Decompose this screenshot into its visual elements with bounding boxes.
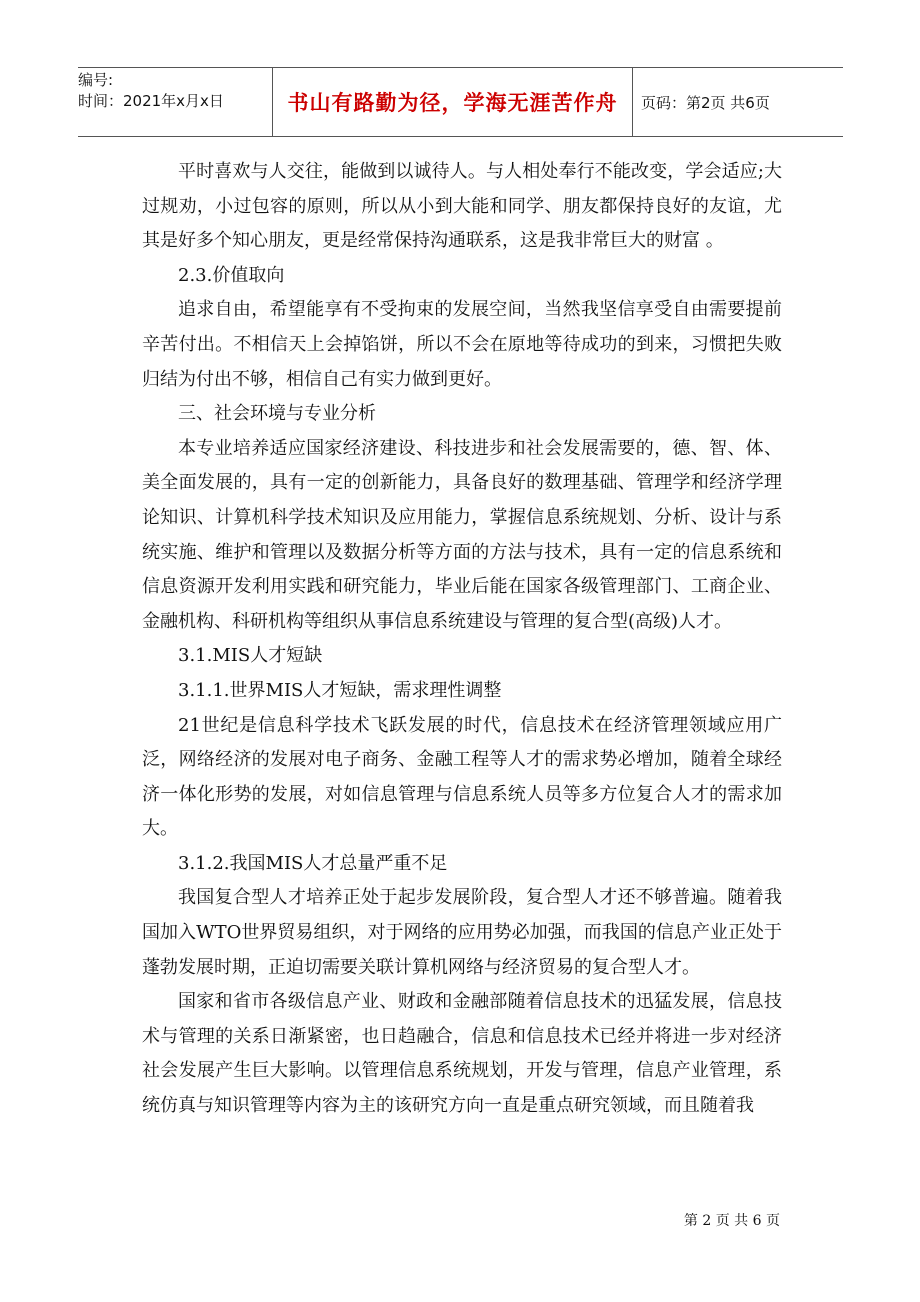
section-heading: 三、社会环境与专业分析 bbox=[178, 403, 376, 425]
header-page-label: 页码：第2页 共6页 bbox=[641, 93, 770, 112]
serial-number-label: 编号: bbox=[78, 71, 114, 89]
date-label: 时间：2021年x月x日 bbox=[78, 92, 224, 110]
section-heading: 3.1.MIS人才短缺 bbox=[178, 645, 323, 667]
header-motto: 书山有路勤为径，学海无涯苦作舟 bbox=[272, 68, 633, 136]
section-heading: 2.3.价值取向 bbox=[178, 264, 285, 286]
paragraph: 21世纪是信息科学技术飞跃发展的时代，信息技术在经济管理领域应用广泛，网络经济的发展对电子商务、金融工程等人才的需求势必增加，随着全球经济一体化形势的发展，对如信息管理与信息系统人员等多方位复合人才的需求加大。 bbox=[142, 714, 782, 840]
paragraph: 我国复合型人才培养正处于起步发展阶段，复合型人才还不够普遍。随着我国加入WTO世界贸易组织，对于网络的应用势必加强，而我国的信息产业正处于蓬勃发展时期，正迫切需要关联计算机网络与经济贸易的复合型人才。 bbox=[142, 887, 782, 978]
paragraph: 平时喜欢与人交往，能做到以诚待人。与人相处奉行不能改变，学会适应;大过规劝，小过包容的原则，所以从小到大能和同学、朋友都保持良好的友谊，尤其是好多个知心朋友，更是经常保持沟通联系，这是我非常巨大的财富 。 bbox=[142, 161, 782, 252]
page-footer: 第 2 页 共 6 页 bbox=[683, 1213, 780, 1229]
section-heading: 3.1.2.我国MIS人才总量严重不足 bbox=[178, 852, 448, 874]
page-header bbox=[78, 67, 843, 137]
paragraph: 追求自由，希望能享有不受拘束的发展空间，当然我坚信享受自由需要提前辛苦付出。不相信天上会掉馅饼，所以不会在原地等待成功的到来，习惯把失败归结为付出不够，相信自己有实力做到更好。 bbox=[142, 299, 782, 390]
document-body bbox=[142, 155, 782, 1124]
section-heading: 3.1.1.世界MIS人才短缺，需求理性调整 bbox=[178, 679, 502, 701]
paragraph: 国家和省市各级信息产业、财政和金融部随着信息技术的迅猛发展，信息技术与管理的关系日渐紧密，也日趋融合，信息和信息技术已经并将进一步对经济社会发展产生巨大影响。以管理信息系统规划，开发与管理，信息产业管理，系统仿真与知识管理等内容为主的该研究方向一直是重点研究领域，而且随着我 bbox=[142, 991, 782, 1117]
paragraph: 本专业培养适应国家经济建设、科技进步和社会发展需要的，德、智、体、美全面发展的，具有一定的创新能力，具备良好的数理基础、管理学和经济学理论知识、计算机科学技术知识及应用能力，掌握信息系统规划、分析、设计与系统实施、维护和管理以及数据分析等方面的方法与技术，具有一定的信息系统和信息资源开发利用实践和研究能力，毕业后能在国家各级管理部门、工商企业、金融机构、科研机构等组织从事信息系统建设与管理的复合型(高级)人才。 bbox=[142, 437, 782, 632]
header-meta bbox=[78, 68, 272, 136]
